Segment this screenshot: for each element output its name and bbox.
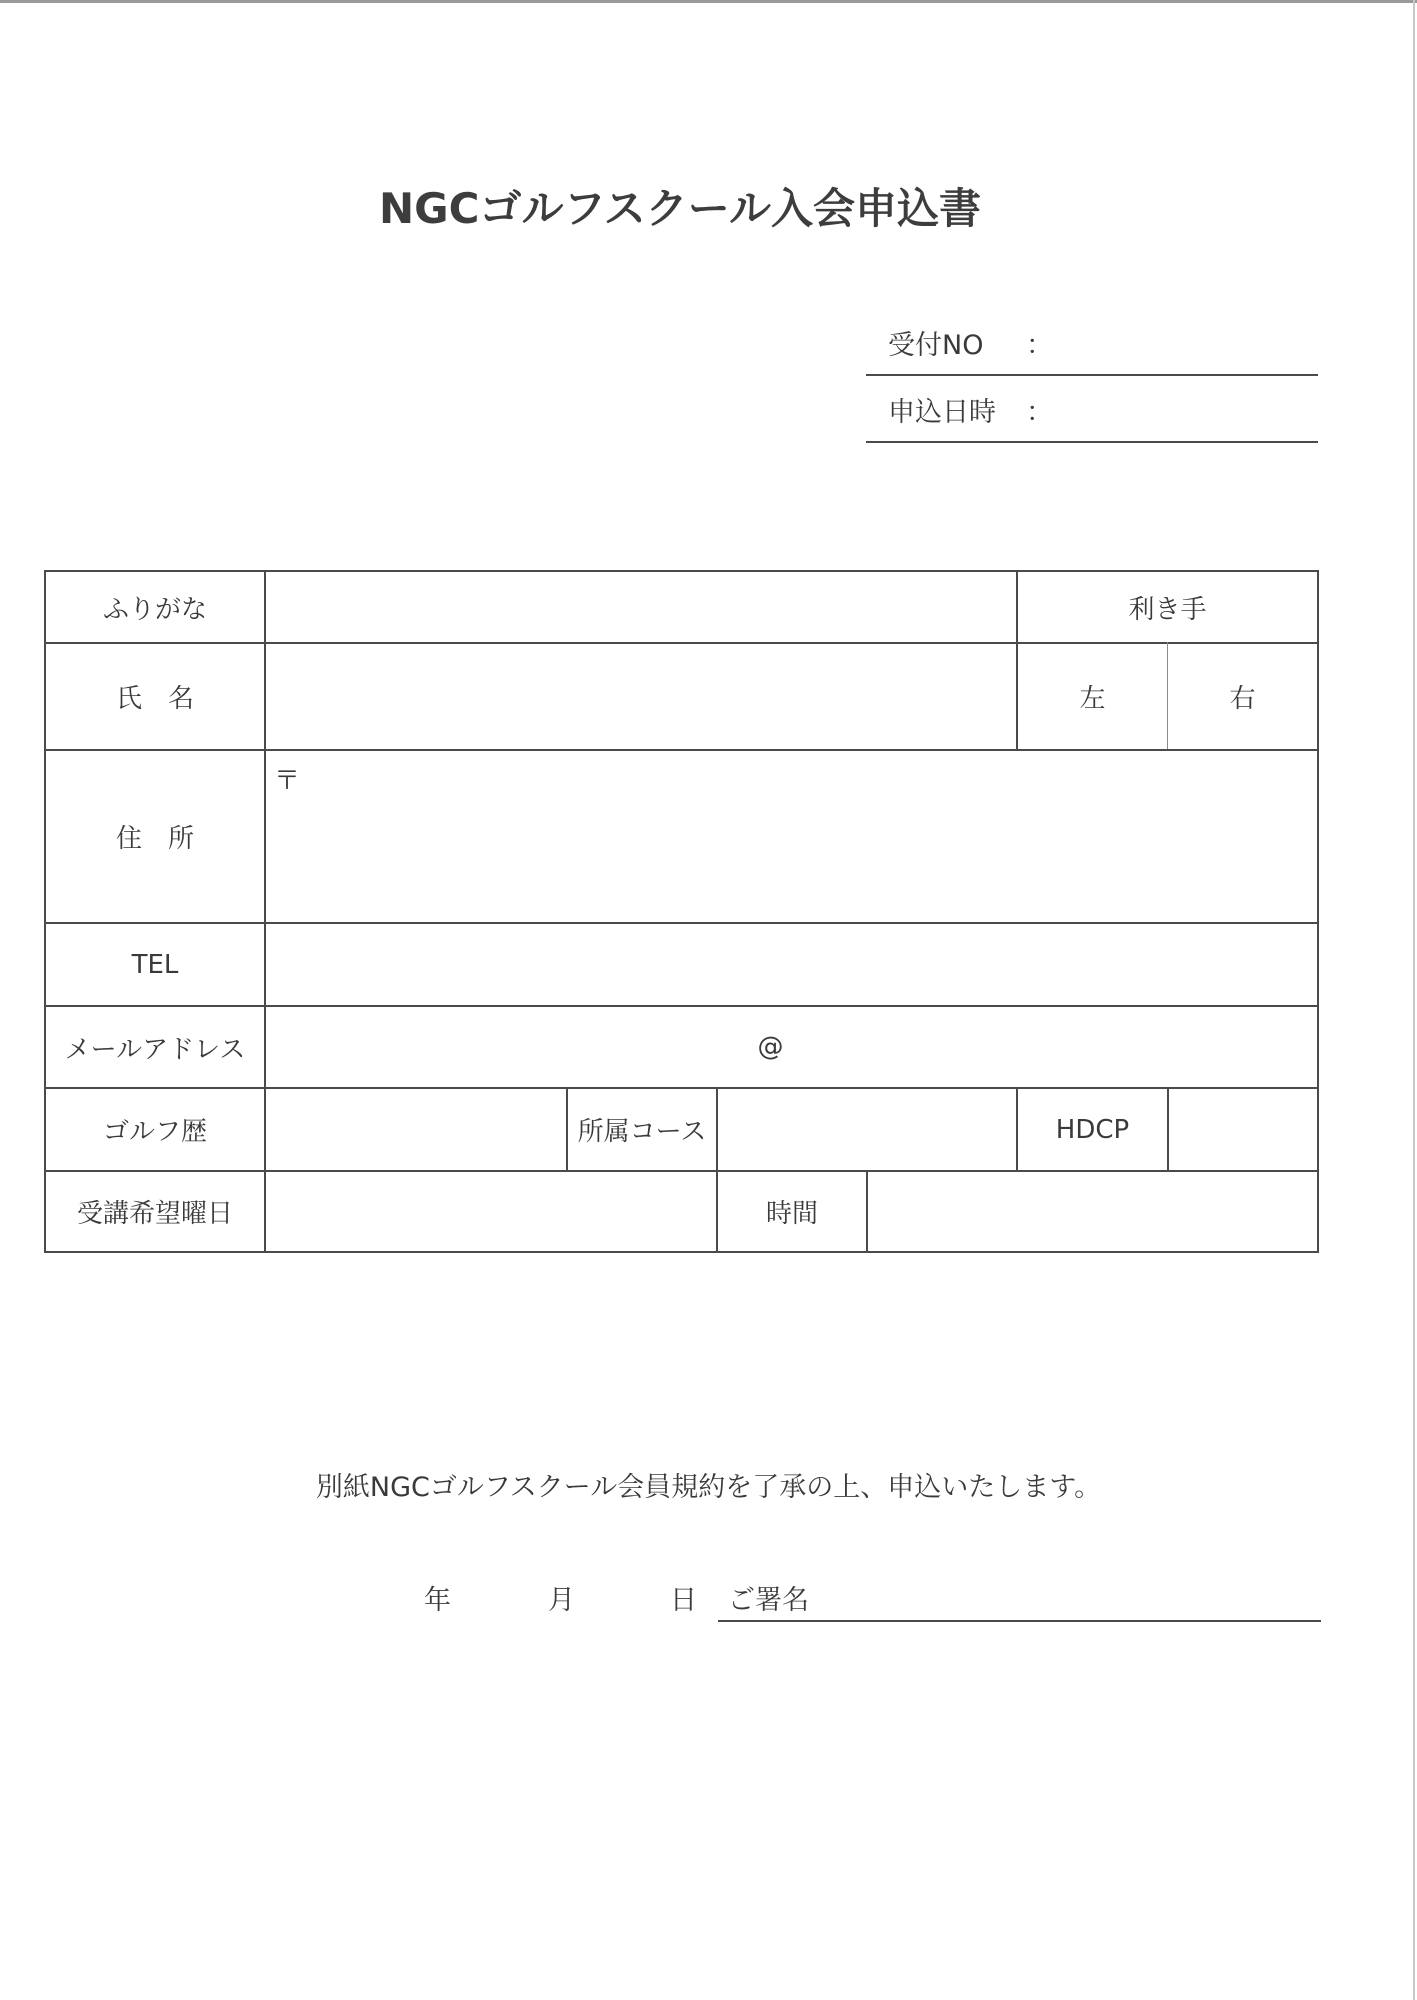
signature-label: ご署名 [728, 1585, 809, 1616]
consent-statement: 別紙NGCゴルフスクール会員規約を了承の上、申込いたします。 [315, 1472, 1102, 1503]
address-input[interactable] [266, 751, 1317, 922]
signature-year: 年 [424, 1585, 451, 1616]
golf-history-label: ゴルフ歴 [102, 1117, 207, 1147]
document-title: NGCゴルフスクール入会申込書 [379, 184, 981, 234]
application-date-label: 申込日時 [888, 397, 996, 428]
email-at-sign: @ [757, 1032, 784, 1062]
hand-left-option[interactable]: 左 [1079, 684, 1106, 714]
preferred-day-label: 受講希望曜日 [76, 1199, 233, 1229]
dominant-hand-label: 利き手 [1128, 594, 1207, 625]
receipt-no-label: 受付NO [888, 330, 984, 361]
time-label: 時間 [765, 1199, 818, 1229]
scan-edge-top [0, 0, 1417, 3]
furigana-input[interactable] [266, 572, 1016, 642]
signature-month: 月 [548, 1585, 575, 1616]
signature-day: 日 [670, 1585, 697, 1616]
email-input[interactable] [266, 1007, 1317, 1087]
time-input[interactable] [868, 1172, 1317, 1251]
receipt-no-colon: ： [1026, 330, 1053, 361]
receipt-no-field[interactable] [866, 318, 1318, 376]
tel-input[interactable] [266, 924, 1317, 1005]
name-input[interactable] [266, 644, 1016, 749]
scan-edge-right [1413, 0, 1415, 2000]
home-course-label: 所属コース [577, 1117, 707, 1147]
name-label: 氏 名 [115, 684, 194, 714]
tel-label: TEL [131, 949, 179, 980]
application-date-field[interactable] [866, 385, 1318, 443]
hand-right-option[interactable]: 右 [1229, 684, 1256, 714]
golf-history-input[interactable] [266, 1089, 566, 1170]
signature-line[interactable] [718, 1620, 1321, 1622]
hdcp-label: HDCP [1055, 1114, 1130, 1145]
postal-mark: 〒 [274, 766, 301, 796]
email-label: メールアドレス [64, 1034, 246, 1065]
address-label: 住 所 [115, 824, 194, 854]
hdcp-input[interactable] [1169, 1089, 1317, 1170]
home-course-input[interactable] [718, 1089, 1016, 1170]
application-form-table [44, 570, 1319, 1253]
furigana-label: ふりがな [102, 594, 207, 625]
preferred-day-input[interactable] [266, 1172, 716, 1251]
application-date-colon: ： [1026, 397, 1053, 428]
